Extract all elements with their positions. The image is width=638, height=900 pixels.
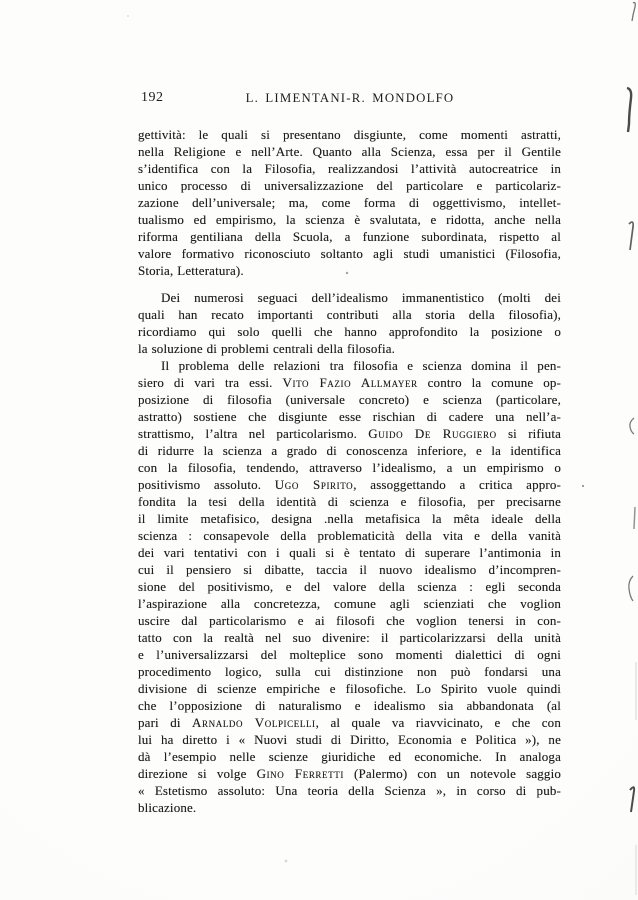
- text-line: [138, 143, 561, 160]
- scan-artifact: [630, 418, 634, 434]
- text-segment: zazione dell’universale; ma, come forma di oggettivismo, intellet-: [138, 195, 561, 210]
- text-segment: posizione di filosofia (universale concreto) e scienza (particolare,: [138, 392, 561, 407]
- text-segment: blicazione.: [138, 800, 197, 815]
- running-head: L. LIMENTANI-R. MONDOLFO: [245, 91, 455, 105]
- person-name: Arnaldo Volpicelli: [192, 715, 316, 730]
- text-segment: ricordiamo qui solo quelli che hanno approfondito la posizione o: [138, 324, 561, 339]
- text-segment: siero di vari tra essi.: [138, 375, 283, 390]
- text-segment: sione del positivismo, e del valore della scienza : egli seconda: [138, 579, 561, 594]
- text-segment: pari di: [138, 715, 193, 730]
- text-segment: nella Religione e nell’Arte. Quanto alla Scienza, essa per il Gentile: [138, 144, 561, 159]
- text-segment: tualismo ed empirismo, la scienza è svalutata, e ridotta, anche nella: [138, 212, 561, 227]
- text-segment: unico processo di universalizzazione del particolare e particolariz-: [138, 178, 561, 193]
- text-line: [138, 228, 561, 245]
- text-line: [138, 391, 561, 408]
- paragraph: [138, 357, 561, 816]
- scan-artifact: [634, 507, 635, 529]
- text-segment: quali han recato importanti contributi alla storia della filosofia),: [138, 307, 561, 322]
- text-segment: (Palermo) con un notevole saggio: [343, 766, 561, 781]
- text-line: [138, 765, 561, 782]
- text-line: [138, 357, 561, 374]
- page-body: [138, 126, 561, 816]
- text-segment: gettività: le quali si presentano disgiunte, come momenti astratti,: [138, 127, 561, 142]
- text-segment: Storia, Letteratura).: [138, 263, 244, 278]
- text-line: [138, 177, 561, 194]
- text-line: [138, 561, 561, 578]
- scan-speck: [582, 485, 584, 487]
- scan-artifact: [627, 88, 631, 132]
- text-segment: positivismo assoluto.: [138, 477, 275, 492]
- text-line: [138, 595, 561, 612]
- text-line: [138, 493, 561, 510]
- text-segment: s’identifica con la Filosofia, realizzandosi l’attività autocreatrice in: [138, 161, 561, 176]
- text-line: [138, 160, 561, 177]
- text-line: [138, 748, 561, 765]
- text-line: [138, 680, 561, 697]
- text-segment: dà l’esempio nelle scienze giuridiche ed economiche. In analoga: [138, 749, 561, 764]
- text-line: [138, 289, 561, 306]
- scan-speck: [127, 15, 129, 17]
- scan-artifact: [629, 576, 633, 601]
- scan-speck: [285, 860, 288, 863]
- text-segment: che l’opposizione di naturalismo e idealismo sia abbandonata (al: [138, 698, 561, 713]
- text-segment: , al quale va riavvicinato, e che con: [315, 715, 561, 730]
- page-header: [138, 90, 562, 110]
- text-line: [138, 476, 561, 493]
- text-line: [138, 306, 561, 323]
- text-line: [138, 340, 561, 357]
- text-segment: l’aspirazione alla concretezza, comune agli scienziati che voglion: [138, 596, 561, 611]
- text-segment: uscire dal particolarismo e ai filosofi che voglion tenersi in con-: [138, 613, 561, 628]
- text-line: [138, 510, 561, 527]
- text-segment: fondita la tesi della identità di scienza e filosofia, per precisarne: [138, 494, 561, 509]
- text-segment: valore formativo riconosciuto soltanto agli studi umanistici (Filosofia,: [138, 246, 561, 261]
- text-segment: si rifiuta: [496, 426, 562, 441]
- text-line: [138, 459, 561, 476]
- text-segment: contro la comune op-: [417, 375, 561, 390]
- text-segment: cui il pensiero si dibatte, taccia il nuovo idealismo d’incompren-: [138, 562, 561, 577]
- text-segment: di ridurre la scienza a grado di conoscenza inferiore, e la identifica: [138, 443, 561, 458]
- text-line: [138, 194, 561, 211]
- text-line: [138, 714, 561, 731]
- text-segment: direzione si volge: [138, 766, 257, 781]
- text-line: [138, 442, 561, 459]
- text-segment: , assoggettando a critica appro-: [353, 477, 561, 492]
- text-line: [138, 527, 561, 544]
- text-line: [138, 612, 561, 629]
- text-segment: la soluzione di problemi centrali della filosofia.: [138, 341, 396, 356]
- text-line: [138, 262, 561, 279]
- text-segment: astratto) sostiene che disgiunte esse rischian di cadere una nell’a-: [138, 409, 561, 424]
- text-line: [138, 544, 561, 561]
- text-line: [138, 245, 561, 262]
- person-name: Guido De Ruggiero: [368, 426, 497, 441]
- text-line: [138, 697, 561, 714]
- text-line: [138, 126, 561, 143]
- text-segment: dei vari tentativi con i quali si è tentato di superare l’antimonia in: [138, 545, 561, 560]
- person-name: Vito Fazio Allmayer: [282, 375, 418, 390]
- page-number: 192: [141, 90, 164, 105]
- text-segment: il limite metafisico, designa .nella metafisica la mêta ideale della: [138, 511, 561, 526]
- text-line: [138, 782, 561, 799]
- text-segment: riforma gentiliana della Scuola, a funzione subordinata, rispetto al: [138, 229, 561, 244]
- text-line: [138, 323, 561, 340]
- text-line: [138, 799, 561, 816]
- scan-artifact: [629, 222, 633, 250]
- text-segment: lui ha diretto i « Nuovi studi di Diritto, Economia e Politica »), ne: [138, 732, 561, 747]
- person-name: Ugo Spirito: [274, 477, 354, 492]
- text-line: [138, 663, 561, 680]
- scan-artifact: [630, 787, 634, 812]
- text-line: [138, 408, 561, 425]
- paragraph: [138, 289, 561, 357]
- scan-artifact: [632, 3, 635, 22]
- text-segment: procedimento logico, sulla cui distinzione non può fondarsi una: [138, 664, 561, 679]
- text-segment: scienza : consapevole della problematicità della vita e della vanità: [138, 528, 561, 543]
- text-line: [138, 578, 561, 595]
- text-segment: tatto con la realtà nel suo divenire: il particolarizzarsi della unità: [138, 630, 561, 645]
- text-line: [138, 731, 561, 748]
- text-segment: Dei numerosi seguaci dell’idealismo immanentistico (molti dei: [161, 290, 561, 305]
- text-segment: con la filosofia, tendendo, attraverso l’idealismo, a un empirismo o: [138, 460, 561, 475]
- person-name: Gino Ferretti: [256, 766, 344, 781]
- text-line: [138, 646, 561, 663]
- text-segment: strattismo, l’altra nel particolarismo.: [138, 426, 369, 441]
- text-segment: e l’universalizzarsi del molteplice sono momenti dialettici di ogni: [138, 647, 561, 662]
- text-line: [138, 425, 561, 442]
- text-line: [138, 629, 561, 646]
- text-line: [138, 211, 561, 228]
- text-segment: divisione di scienze empiriche e filosofiche. Lo Spirito vuole quindi: [138, 681, 561, 696]
- text-segment: « Estetismo assoluto: Una teoria della Scienza », in corso di pub-: [138, 783, 561, 798]
- text-segment: Il problema delle relazioni tra filosofia e scienza domina il pen-: [161, 358, 561, 373]
- paragraph: [138, 126, 561, 279]
- text-line: [138, 374, 561, 391]
